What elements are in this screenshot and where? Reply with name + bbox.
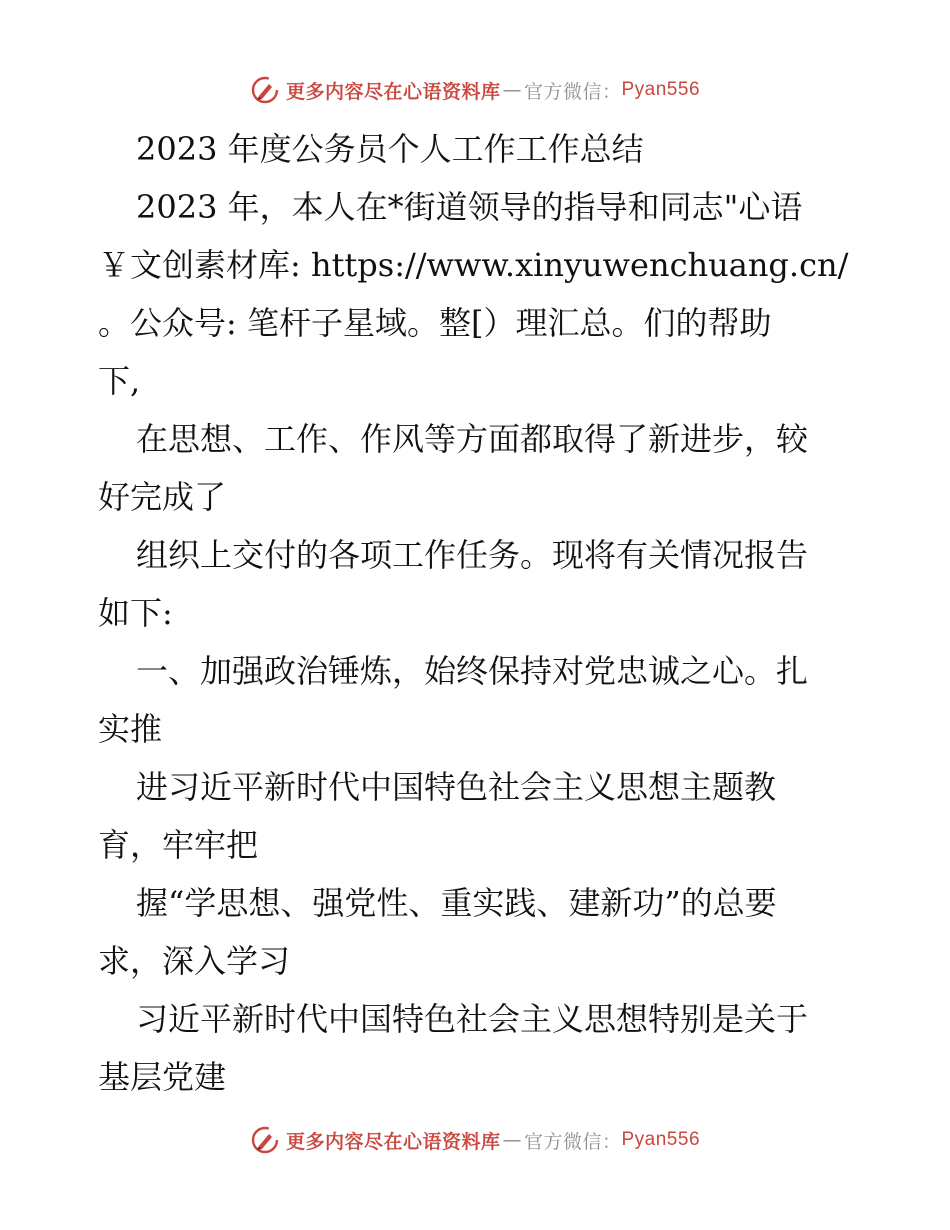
paragraph-line: 好完成了 [98, 478, 227, 516]
banner-title: 更多内容尽在心语资料库 [285, 1130, 501, 1153]
paragraph-line: 握“学思想、强党性、重实践、建新功”的总要 [136, 884, 777, 922]
paragraph-line: 求，深入学习 [98, 942, 291, 980]
paragraph-line: 下, [98, 362, 141, 400]
pen-logo-icon [250, 1125, 280, 1155]
banner-wechat-label: 官方微信： [523, 80, 622, 103]
paragraph-line: 2023 年，本人在*街道领导的指导和同志"心语 [136, 188, 803, 226]
paragraph-line: 。公众号: 笔杆子星域。整[）理汇总。们的帮助 [98, 304, 772, 342]
section-heading-line: 一、加强政治锤炼，始终保持对党忠诚之心。扎 [136, 652, 809, 690]
paragraph-line: 在思想、工作、作风等方面都取得了新进步，较 [136, 420, 809, 458]
footer-banner [0, 1120, 950, 1160]
paragraph-line: 育，牢牢把 [98, 826, 259, 864]
header-banner [0, 70, 950, 110]
paragraph-line: 习近平新时代中国特色社会主义思想特别是关于 [136, 1000, 809, 1038]
document-body [98, 120, 858, 1106]
paragraph-line: ￥文创素材库: https://www.xinyuwenchuang.cn/ [98, 246, 849, 284]
paragraph-line: 组织上交付的各项工作任务。现将有关情况报告 [136, 536, 809, 574]
banner-separator: — [502, 79, 522, 101]
paragraph-line: 实推 [98, 710, 163, 748]
paragraph-line: 基层党建 [98, 1058, 227, 1096]
banner-separator: — [502, 1129, 522, 1151]
paragraph-line: 进习近平新时代中国特色社会主义思想主题教 [136, 768, 777, 806]
banner-wechat-id: Pyan556 [621, 79, 701, 100]
banner-title: 更多内容尽在心语资料库 [285, 80, 501, 103]
banner-wechat-label: 官方微信： [523, 1130, 622, 1153]
banner-wechat-id: Pyan556 [621, 1129, 701, 1150]
paragraph-line: 如下: [98, 594, 173, 632]
pen-logo-icon [250, 75, 280, 105]
document-title: 2023 年度公务员个人工作工作总结 [136, 130, 644, 168]
